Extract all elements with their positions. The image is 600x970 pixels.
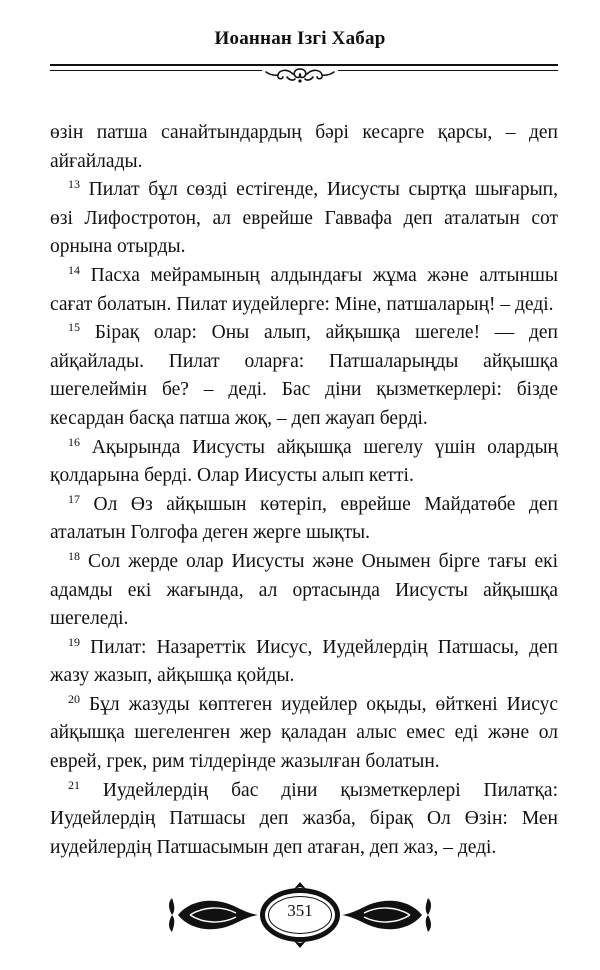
verse-text: Пасха мейрамының алдындағы жұма және алтыншы сағат болатын. Пилат иудейлерге: Міне, патшаларың! – деді. xyxy=(50,264,558,315)
page-footer xyxy=(0,880,600,950)
verse-text: Бұл жазуды көптеген иудейлер оқыды, өйткені Иисус айқышқа шегеленген жер қаладан алыс емес еді және ол еврей, грек, рим тілдерінде жазылған болатын. xyxy=(50,693,558,773)
verse-14 xyxy=(50,262,558,319)
verse-text: Сол жерде олар Иисусты және Онымен бірге тағы екі адамды екі жағында, ал ортасында Иисусты айқышқа шегеледі. xyxy=(50,550,558,630)
verse-number: 20 xyxy=(68,691,80,706)
verse-17 xyxy=(50,491,558,548)
header-flourish-ornament xyxy=(262,64,338,88)
verse-20 xyxy=(50,691,558,777)
verse-13 xyxy=(50,176,558,262)
verse-number: 13 xyxy=(68,177,80,192)
verse-number: 21 xyxy=(68,777,80,792)
page-number: 351 xyxy=(287,901,313,920)
verse-text: Ол Өз айқышын көтеріп, еврейше Майдатөбе деп аталатын Голгофа деген жерге шықты. xyxy=(50,493,558,544)
verse-text: Иудейлердің бас діни қызметкерлері Пилатқа: Иудейлердің Патшасы деп жазба, бірақ Ол Өзін: Мен иудейлердің Патшасымын деп атаған, деп жаз, – деді. xyxy=(50,779,558,858)
scripture-text-body xyxy=(50,119,558,862)
verse-16 xyxy=(50,434,558,491)
verse-15 xyxy=(50,319,558,433)
verse-18 xyxy=(50,548,558,634)
verse-21 xyxy=(50,777,558,863)
verse-text: Бірақ олар: Оны алып, айқышқа шегеле! — деп айқайлады. Пилат оларға: Патшаларыңды айқышқа шегелеймін бе? – деді. Бас діни қызметкерлері: бізде кесардан басқа патша жоқ, – деп жауап берді. xyxy=(50,322,558,429)
continuation-paragraph: өзін патша санайтындардың бәрі кесарге қарсы, – деп айғайлады. xyxy=(50,122,558,172)
running-header-title: Иоаннан Ізгі Хабар xyxy=(214,28,386,49)
verse-text: Пилат бұл сөзді естігенде, Иисусты сыртқа шығарып, өзі Лифостротон, ал еврейше Гаввафа деп аталатын сот орнына отырды. xyxy=(50,179,558,258)
verse-text: Ақырында Иисусты айқышқа шегелу үшін олардың қолдарына берді. Олар Иисусты алып кетті. xyxy=(50,436,558,487)
verse-number: 16 xyxy=(68,434,80,449)
verse-number: 15 xyxy=(68,320,80,335)
verse-text: Пилат: Назареттік Иисус, Иудейлердің Патшасы, деп жазу жазып, айқышқа қойды. xyxy=(50,636,558,687)
verse-19 xyxy=(50,634,558,691)
verse-number: 18 xyxy=(68,548,80,563)
verse-number: 17 xyxy=(68,491,80,506)
verse-number: 14 xyxy=(68,262,80,277)
verse-number: 19 xyxy=(68,634,80,649)
